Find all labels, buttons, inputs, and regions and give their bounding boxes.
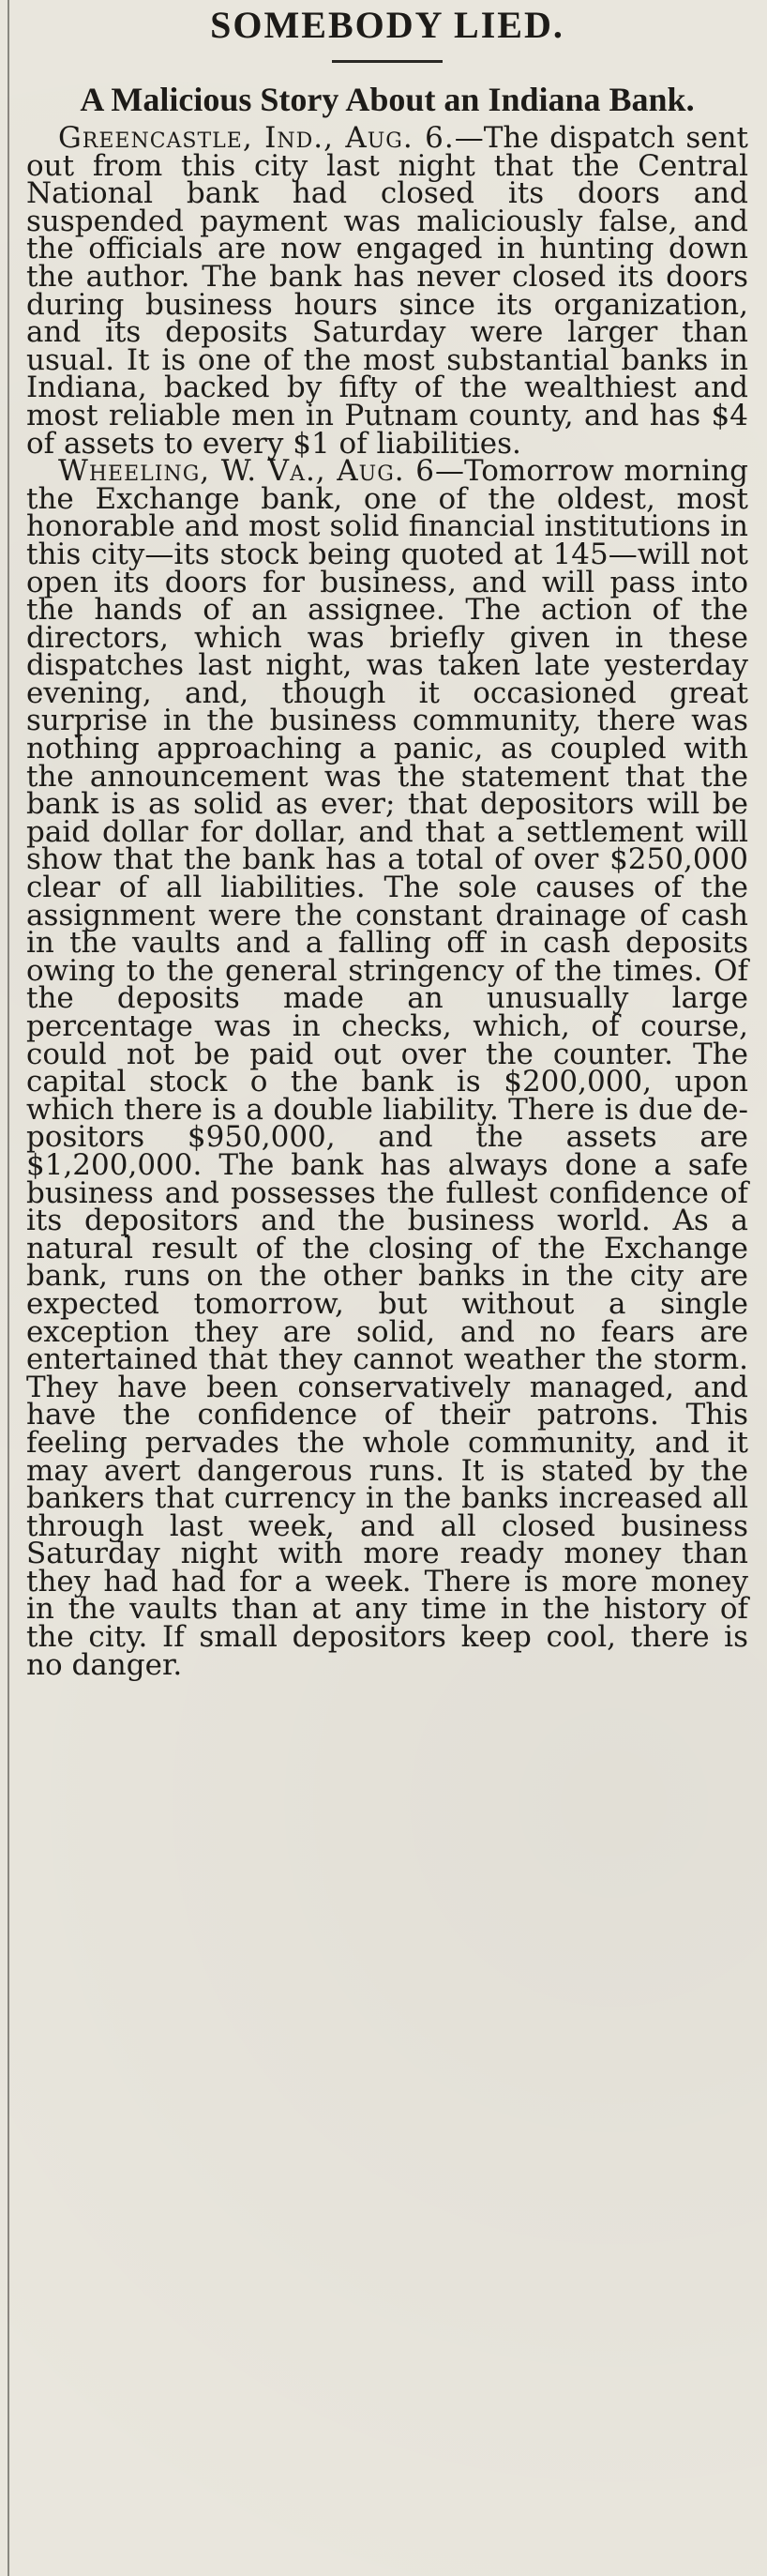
dateline-greencastle: Greencastle, Ind., Aug. 6. xyxy=(58,121,455,155)
column-rule xyxy=(8,0,9,2576)
headline-divider xyxy=(332,60,443,63)
paragraph-body-greencastle: —The dispatch sent out from this city last night that the Central National bank had closed its doors and suspended payment was maliciously false, and the officials are now engaged in hunting down the author. The bank has never closed its doors during business hours since its organization, and its deposits Saturday were larger than usual. It is one of the most substantial banks in Indiana, backed by fifty of the wealthiest and most reliable men in Putnam county, and has $4 of assets to every $1 of liabilities. xyxy=(26,121,748,461)
paragraph-greencastle xyxy=(26,121,748,461)
paragraph-body-wheeling: —Tomorrow morning the Exchange bank, one of the oldest, most honorable and most solid financial institutions in this city—its stock being quoted at 145—will not open its doors for business, and will pass into the hands of an assignee. The action of the directors, which was briefly given in these dispatches last night, was taken late yesterday evening, and, though it occasioned great surprise in the business community, there was nothing approaching a panic, as coupled with the announcement was the statement that the bank is as solid as ever; that depositors will be paid dollar for dollar, and that a settlement will show that the bank has a total of over $250,000 clear of all liabilities. The sole causes of the assignment were the constant drainage of cash in the vaults and a falling off in cash deposits owing to the general stringency of the times. Of the deposits made an unusually large percentage was in checks, which, of course, could not be paid out over the counter. The capital stock o the bank is $200,000, upon which there is a double liability. There is due depositors $950,000, and the assets are $1,200,000. The bank has always done a safe business and possesses the fullest confidence of its depositors and the business world. As a natural result of the closing of the Exchange bank, runs on the other banks in the city are expected tomorrow, but without a single exception they are solid, and no fears are entertained that they cannot weather the storm. They have been conservatively managed, and have the confidence of their patrons. This feeling pervades the whole community, and it may avert dangerous runs. It is stated by the bankers that currency in the banks increased all through last week, and all closed business Saturday night with more ready money than they had had for a week. There is more money in the vaults than at any time in the history of the city. If small depositors keep cool, there is no danger. xyxy=(26,454,748,1682)
dateline-wheeling: Wheeling, W. Va., Aug. 6 xyxy=(58,454,435,489)
paragraph-wheeling xyxy=(26,454,748,1682)
headline: SOMEBODY LIED. xyxy=(210,4,564,46)
subheadline: A Malicious Story About an Indiana Bank. xyxy=(80,81,695,118)
